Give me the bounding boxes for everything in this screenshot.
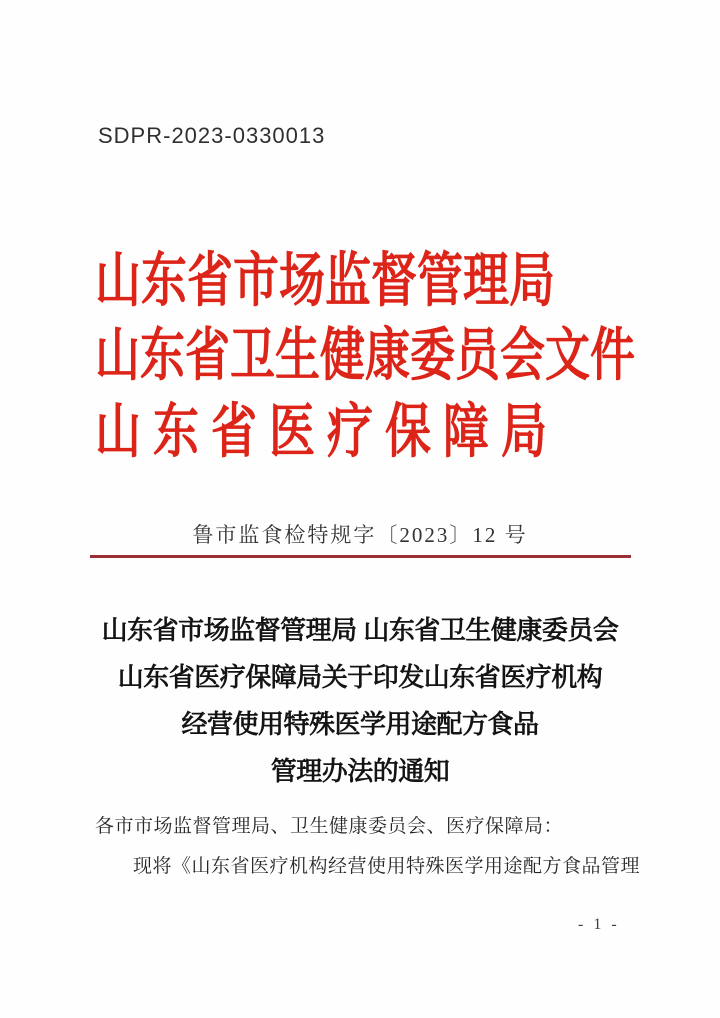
letterhead-line-medical-security: 山东省医疗保障局	[95, 399, 559, 465]
title-line-1: 山东省市场监督管理局 山东省卫生健康委员会	[101, 615, 619, 645]
letterhead-line-market-regulation: 山东省市场监督管理局	[95, 248, 555, 314]
letterhead-line-health-commission: 山东省卫生健康委员会文件	[95, 323, 636, 388]
notice-title	[40, 607, 680, 795]
page-number: - 1 -	[578, 916, 620, 933]
title-line-2: 山东省医疗保障局关于印发山东省医疗机构	[117, 662, 603, 692]
regulation-code: SDPR-2023-0330013	[98, 123, 326, 148]
title-line-3: 经营使用特殊医学用途配方食品	[181, 709, 539, 739]
title-line-4: 管理办法的通知	[270, 756, 450, 786]
document-reference-number: 鲁市监食检特规字〔2023〕12 号	[192, 523, 528, 547]
red-divider-rule	[90, 555, 631, 558]
body-paragraph-first-line: 现将《山东省医疗机构经营使用特殊医学用途配方食品管理	[133, 856, 641, 877]
salutation-line: 各市市场监督管理局、卫生健康委员会、医疗保障局：	[95, 816, 564, 837]
